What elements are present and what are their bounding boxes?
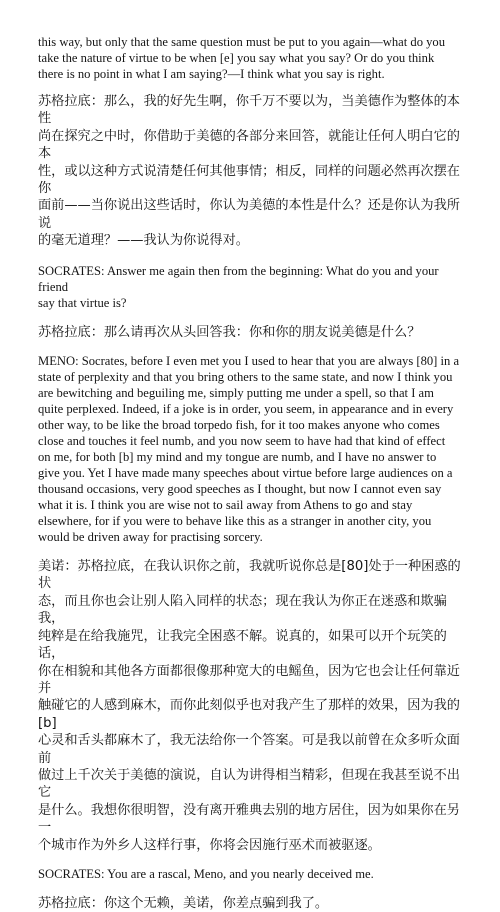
text-line: give you. Yet I have made many speeches about virtue before large audiences on a xyxy=(38,466,453,481)
text-line: 心灵和舌头都麻木了，我无法给你一个答案。可是我以前曾在众多听众面前 xyxy=(38,733,460,766)
text-line: 面前——当你说出这些话时，你认为美德的本性是什么？还是你认为我所说 xyxy=(38,198,460,231)
text-line: SOCRATES: You are a rascal, Meno, and you nearly deceived me. xyxy=(38,866,374,881)
text-line: close and touches it feel numb, and you now seem to have had that kind of effect xyxy=(38,434,446,449)
text-line: what it is. I think you are wise not to sail away from Athens to go and stay xyxy=(38,498,413,513)
text-line: elsewhere, for if you were to behave like this as a stranger in another city, you xyxy=(38,514,432,529)
english-paragraph-3 xyxy=(38,353,466,545)
chinese-paragraph-4 xyxy=(38,895,466,912)
text-line: 个城市作为外乡人这样行事，你将会因施行巫术而被驱逐。 xyxy=(38,837,381,853)
text-line: 苏格拉底：那么请再次从头回答我：你和你的朋友说美德是什么？ xyxy=(38,324,421,340)
text-line: other way, to be like the broad torpedo fish, for it too makes anyone who comes xyxy=(38,418,440,433)
english-paragraph-4 xyxy=(38,866,466,882)
text-line: say that virtue is? xyxy=(38,295,127,310)
chinese-paragraph-3 xyxy=(38,558,466,854)
text-line: 的毫无道理？——我认为你说得对。 xyxy=(38,233,249,249)
document-page xyxy=(38,34,466,912)
text-line: take the nature of virtue to be when [e] you say what you say? Or do you think xyxy=(38,51,435,65)
text-line: quite perplexed. Indeed, if a joke is in order, you seem, in appearance and in every xyxy=(38,402,454,417)
chinese-paragraph-1 xyxy=(38,93,466,250)
text-line: 苏格拉底：你这个无赖，美诺，你差点骗到我了。 xyxy=(38,895,329,911)
text-line: 是什么。我想你很明智，没有离开雅典去别的地方居住，因为如果你在另一 xyxy=(38,802,460,836)
text-line: on me, for both [b] my mind and my tongue are numb, and I have no answer to xyxy=(38,450,437,465)
text-line: 做过上千次关于美德的演说，自认为讲得相当精彩，但现在我甚至说不出它 xyxy=(38,767,460,801)
text-line: 性，或以这种方式说清楚任何其他事情；相反，同样的问题必然再次摆在你 xyxy=(38,163,460,197)
english-paragraph-1 xyxy=(38,34,466,82)
english-paragraph-2 xyxy=(38,263,466,311)
text-line: would be driven away for practising sorcery. xyxy=(38,530,263,545)
text-line: 态，而且你也会让别人陷入同样的状态；现在我认为你正在迷惑和欺骗我， xyxy=(38,593,447,627)
text-line: thousand occasions, very good speeches as I thought, but now I cannot even say xyxy=(38,482,442,497)
text-line: 纯粹是在给我施咒，让我完全困惑不解。说真的，如果可以开个玩笑的话， xyxy=(38,628,447,662)
text-line: 尚在探究之中时，你借助于美德的各部分来回答，就能让任何人明白它的本 xyxy=(38,128,460,162)
text-line: 苏格拉底：那么，我的好先生啊，你千万不要以为，当美德作为整体的本性 xyxy=(38,94,460,127)
text-line: there is no point in what I am saying?—I think what you say is right. xyxy=(38,67,385,81)
text-line: 触碰它的人感到麻木，而你此刻似乎也对我产生了那样的效果，因为我的[b] xyxy=(38,698,460,731)
text-line: 美诺：苏格拉底，在我认识你之前，我就听说你总是[80]处于一种困惑的状 xyxy=(38,559,461,592)
text-line: state of perplexity and that you bring others to the same state, and now I think you xyxy=(38,370,453,385)
text-line: this way, but only that the same question must be put to you again—what do you xyxy=(38,35,446,49)
text-line: 你在相貌和其他各方面都很像那种宽大的电鳐鱼，因为它也会让任何靠近并 xyxy=(38,663,460,696)
text-line: SOCRATES: Answer me again then from the beginning: What do you and your friend xyxy=(38,263,439,294)
chinese-paragraph-2 xyxy=(38,324,466,341)
text-line: are bewitching and beguiling me, simply putting me under a spell, so that I am xyxy=(38,386,434,401)
text-line: MENO: Socrates, before I even met you I used to hear that you are always [80] in a xyxy=(38,354,460,369)
